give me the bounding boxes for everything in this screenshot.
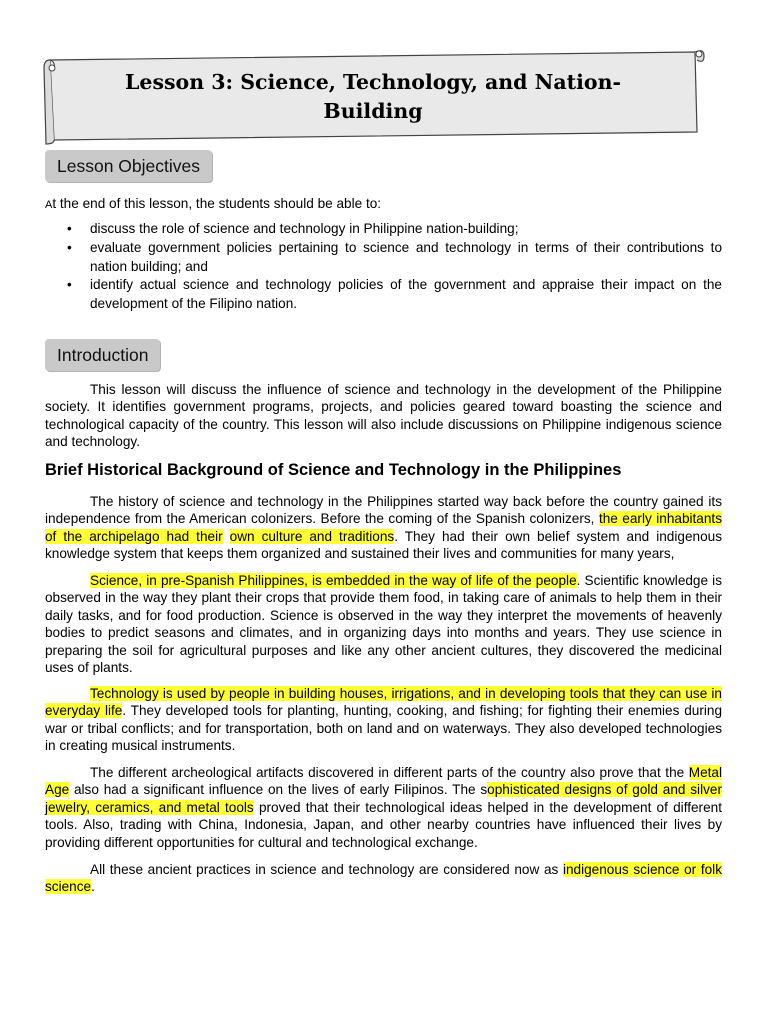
bullet-icon: •	[67, 277, 72, 293]
highlighted-text: own culture and traditions	[229, 528, 395, 544]
text-span: . They developed tools for planting, hunting, cooking, and fishing; for fighting their enemies during war or tribal conflicts; and for transportation, both on land and on waterways. They also developed technologies in creating musical instruments.	[45, 703, 722, 754]
objective-item	[45, 220, 722, 239]
objective-text: discuss the role of science and technology in Philippine nation-building;	[90, 221, 519, 236]
text-span: The different archeological artifacts discovered in different parts of the country also prove that the	[90, 765, 689, 780]
text-span: also had a significant influence on the lives of early Filipinos. The s	[69, 782, 488, 798]
bullet-icon: •	[67, 239, 72, 255]
highlighted-text: Technology is used by people in building houses, irrigations, and in developing tools that they can use in everyday life	[45, 686, 722, 719]
lesson-objectives-label: Lesson Objectives	[45, 150, 212, 182]
history-paragraph-1	[45, 493, 722, 563]
highlighted-text: Science, in pre-Spanish Philippines, is embedded in the way of life of the people	[90, 573, 577, 588]
history-paragraph-4	[45, 764, 722, 851]
highlighted-text: ophisticated designs of gold and silver jewelry, ceramics, and metal tools	[45, 782, 722, 815]
history-heading: Brief Historical Background of Science and Technology in the Philippines	[45, 461, 622, 479]
highlighted-text: Metal Age	[45, 765, 722, 798]
text-span: proved that their technological ideas helped in the development of different tools. Also, trading with China, Indonesia, Japan, and other nearby countries have influenced their lives by providing different opportunities for cultural and technological exchange.	[45, 799, 722, 850]
objective-item	[45, 239, 722, 277]
page-title	[58, 68, 688, 126]
text-span: All these ancient practices in science and technology are considered now as	[90, 862, 563, 877]
text-span: .	[91, 879, 95, 895]
history-paragraph-3	[45, 685, 722, 755]
objectives-list	[45, 220, 722, 314]
history-paragraph-2	[45, 572, 722, 676]
objective-item	[45, 276, 722, 314]
text-span	[223, 529, 230, 544]
bullet-icon: •	[67, 221, 72, 236]
introduction-label: Introduction	[45, 339, 160, 371]
text-span: . They had their own belief system and indigenous knowledge system that keeps them organized and sustained their lives and communities for many years,	[45, 528, 722, 562]
title-banner	[40, 44, 712, 148]
introduction-paragraph: This lesson will discuss the influence of science and technology in the development of the Philippine society. It identifies government programs, projects, and policies geared toward boasting the science and technological capacity of the country. This lesson will also include discussions on Philippine indigenous science and technology.	[45, 382, 722, 450]
page-title-line1: Lesson 3: Science, Technology, and Nation-	[125, 70, 621, 94]
objective-text: identify actual science and technology policies of the government and appraise their impact on the development of the Filipino nation.	[90, 277, 722, 312]
objectives-intro-first-letter: A	[45, 199, 53, 211]
objectives-intro	[45, 195, 722, 214]
objectives-intro-text: t the end of this lesson, the students should be able to:	[52, 196, 382, 211]
objective-text: evaluate government policies pertaining to science and technology in terms of their contributions to nation building; and	[90, 239, 722, 274]
history-paragraph-5	[45, 861, 722, 896]
text-span: The history of science and technology in the Philippines started way back before the country gained its independence from the American colonizers. Before the coming of the Spanish colonizers,	[45, 494, 722, 527]
highlighted-text: indigenous science or folk science	[45, 862, 722, 895]
text-span: . Scientific knowledge is observed in the way they plant their crops that provide them food, in taking care of animals to help them in their daily tasks, and for food production. Science is observed in the way they interpret the movements of heavenly bodies to predict seasons and climates, and in organizing days into months and years. They use science in preparing the soil for agricultural purposes and like any other ancient cultures, they discovered the medicinal uses of plants.	[45, 573, 722, 676]
page-title-line2: Building	[323, 99, 423, 123]
highlighted-text: the early inhabitants of the archipelago had their	[45, 511, 722, 544]
